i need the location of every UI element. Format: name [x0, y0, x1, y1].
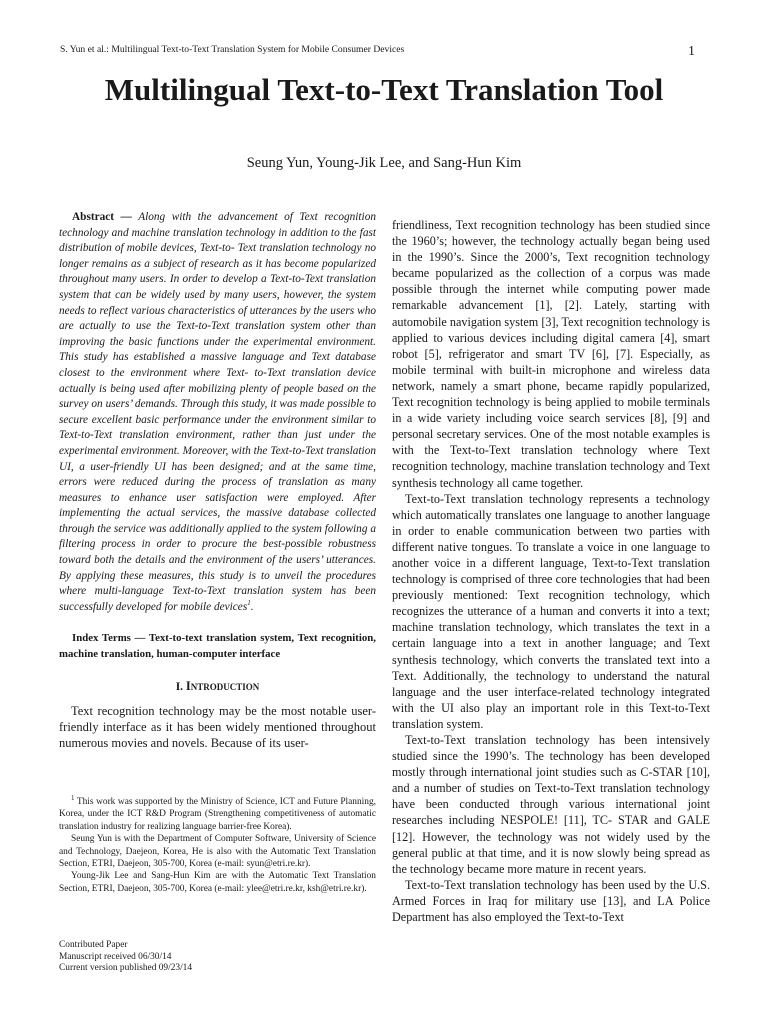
index-terms-label: Index Terms —	[72, 632, 146, 645]
section-number: I.	[175, 680, 184, 693]
body-paragraph: Text-to-Text translation technology has been used by the U.S. Armed Forces in Iraq for military use [13], and LA Police Department has also employed the Text-to-Text	[392, 877, 710, 925]
abstract	[59, 210, 376, 615]
right-column	[392, 217, 710, 925]
abstract-label: Abstract —	[72, 211, 132, 223]
version-published: Current version published 09/23/14	[59, 963, 193, 974]
index-terms-text: Text-to-text translation system, Text recognition, machine translation, human-computer interface	[59, 632, 376, 661]
abstract-end: .	[250, 600, 254, 613]
footnote-funding-text: This work was supported by the Ministry of Science, ICT and Future Planning, Korea, under the ICT R&D Program (Strengthening competitiveness of automatic translation industry for realizing language barrier-free Korea).	[59, 797, 376, 832]
manuscript-info	[59, 940, 359, 975]
section-heading-introduction	[59, 679, 376, 694]
manuscript-received: Manuscript received 06/30/14	[59, 951, 172, 962]
running-header: S. Yun et al.: Multilingual Text-to-Text Translation System for Mobile Consumer Devices	[60, 44, 405, 55]
body-paragraph: Text-to-Text translation technology represents a technology which automatically translates one language to another language in order to enable communication between two parties with different native tongues. To translate a voice in one language to another voice in a different language, Text-to-Text translation technology is comprised of three core technologies that had been previously mentioned: Text recognition technology, which recognizes the utterance of a human and converts it into a text; machine translation technology, which translates the text in a certain language into a text in another language; and Text synthesis technology, which converts the translated text into a Text. Additionally, the technology to understand the natural language and the user interface-related technology integrated with the UI also play an important role in this Text-to-Text translation system.	[392, 491, 710, 731]
paper-type: Contributed Paper	[59, 940, 128, 950]
page-number: 1	[688, 44, 695, 59]
body-paragraph: Text-to-Text translation technology has been intensively studied since the 1990’s. The technology has been developed mostly through international joint studies such as C-STAR [10], and a number of studies on Text-to-Text translation technology have been conducted through various international joint researches including NESPOLE! [11], TC- STAR and GALE [12]. However, the technology was not widely used by the general public at that time, and it is now slowly being spread as the technology became more mature in recent years.	[392, 733, 710, 876]
section-title: Introduction	[185, 678, 260, 693]
introduction-paragraph: Text recognition technology may be the most notable user-friendly interface as it has been widely mentioned throughout numerous movies and novels. Because of its user-	[59, 703, 376, 751]
footnote-mark: 1	[71, 793, 75, 802]
paper-title: Multilingual Text-to-Text Translation Tool	[104, 72, 664, 107]
author-list: Seung Yun, Young-Jik Lee, and Sang-Hun Kim	[246, 155, 522, 171]
abstract-footnote-mark: 1	[247, 599, 251, 608]
left-column	[59, 210, 376, 752]
abstract-text: Along with the advancement of Text recognition technology and machine translation technology in addition to the fast distribution of mobile devices, Text-to- Text translation technology no longer remains as a subject of research as it has become popularized throughout many users. In order to develop a Text-to-Text translation system that can be widely used by many users, however, the system needs to reflect various characteristics of utterances by the users who are actually to use the Text-to-Text translation system other than improving the basic functions under the experimental environment. This study has established a massive language and Text database closest to the environment where Text- to-Text translation device actually is being used after mobilizing plenty of people based on the survey on users’ demands. Through this study, it was made possible to secure excellent basic performance under the environment similar to Text-to-Text translation environment, rather than just under the experimental environment. Moreover, with the Text-to-Text translation UI, a user-friendly UI has been designed; and at the same time, errors were reduced during the process of translation as many measures to enhance user satisfaction were employed. After implementing the actual services, the massive database collected through the service was additionally applied to the system following a filtering process in order to procure the best-possible robustness toward both the details and the environment of the users’ utterances. By applying these measures, this study is to unveil the procedures where multi-language Text-to-Text translation system has been successfully developed for mobile devices	[59, 211, 376, 613]
footnote-funding	[59, 793, 376, 833]
body-paragraph: friendliness, Text recognition technology has been studied since the 1960’s; however, the technology actually began being used in the 1990’s. Since the 2000’s, Text recognition technology became popularized as the collection of a corpus was made possible through the internet while computing power made remarkable advancement [1], [2]. Lately, starting with automobile navigation system [3], Text recognition technology is applied to various devices including digital camera [4], smart robot [5], refrigerator and smart TV [6], [7]. Especially, as mobile terminal with built-in microphone and wireless data network, namely a smart phone, became rapidly popularized, Text recognition technology is being applied to mobile terminals in a wide variety including voice search services [8], [9] and personal secretary services. One of the most notable examples is with the Text-to-Text translation technology where Text recognition technology, machine translation technology and Text synthesis technology all came together.	[392, 218, 710, 490]
footnote	[59, 793, 376, 895]
footnote-author1: Seung Yun is with the Department of Computer Software, University of Science and Technology, Daejeon, Korea, He is also with the Automatic Text Translation Section, ETRI, Daejeon, 305-700, Korea (e-mail: syun@etri.re.kr).	[59, 834, 376, 870]
footnote-author23: Young-Jik Lee and Sang-Hun Kim are with the Automatic Text Translation Section, ETRI, Daejeon, 305-700, Korea (e-mail: ylee@etri.re.kr, ksh@etri.re.kr).	[59, 871, 376, 894]
index-terms	[59, 631, 376, 662]
